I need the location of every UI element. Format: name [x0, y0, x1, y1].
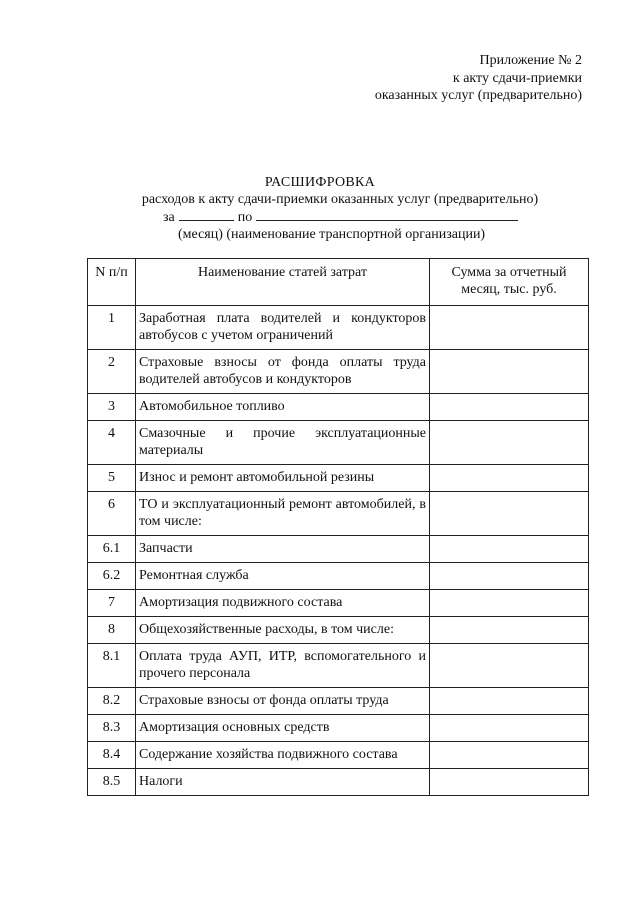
row-num: 6.2 — [88, 563, 136, 590]
table-row — [88, 421, 589, 465]
table-row — [88, 644, 589, 688]
row-sum — [430, 421, 589, 465]
row-sum — [430, 536, 589, 563]
row-name: Ремонтная служба — [136, 563, 430, 590]
period-line — [163, 208, 518, 226]
annex-reference: к акту сдачи-приемки — [452, 70, 582, 86]
row-name: Налоги — [136, 769, 430, 796]
row-name: Заработная плата водителей и кондукторов автобусов с учетом ограничений — [136, 306, 430, 350]
row-sum — [430, 769, 589, 796]
table-row — [88, 590, 589, 617]
row-name: Страховые взносы от фонда оплаты труда водителей автобусов и кондукторов — [136, 350, 430, 394]
row-num: 7 — [88, 590, 136, 617]
row-sum — [430, 688, 589, 715]
row-num: 8.4 — [88, 742, 136, 769]
row-name: Износ и ремонт автомобильной резины — [136, 465, 430, 492]
table-header-row — [88, 259, 589, 306]
table-row — [88, 688, 589, 715]
cost-breakdown-table — [87, 258, 589, 796]
row-name: Оплата труда АУП, ИТР, вспомогательного и прочего персонала — [136, 644, 430, 688]
row-num: 8.5 — [88, 769, 136, 796]
table-row — [88, 563, 589, 590]
table-row — [88, 492, 589, 536]
organization-blank — [256, 208, 518, 221]
row-num: 6 — [88, 492, 136, 536]
blank-caption: (месяц) (наименование транспортной организации) — [178, 227, 486, 242]
table-row — [88, 465, 589, 492]
document-title: РАСШИФРОВКА — [264, 175, 376, 190]
row-num: 3 — [88, 394, 136, 421]
table-row — [88, 742, 589, 769]
row-name: Общехозяйственные расходы, в том числе: — [136, 617, 430, 644]
row-num: 4 — [88, 421, 136, 465]
row-num: 8.3 — [88, 715, 136, 742]
row-num: 1 — [88, 306, 136, 350]
header-name: Наименование статей затрат — [136, 259, 430, 306]
row-sum — [430, 465, 589, 492]
annex-header — [342, 52, 582, 105]
header-sum: Сумма за отчетный месяц, тыс. руб. — [430, 259, 589, 306]
row-num: 6.1 — [88, 536, 136, 563]
row-sum — [430, 563, 589, 590]
table-row — [88, 536, 589, 563]
table-row — [88, 350, 589, 394]
row-num: 8 — [88, 617, 136, 644]
period-prefix: за — [163, 210, 175, 225]
row-num: 8.1 — [88, 644, 136, 688]
annex-reference-cont: оказанных услуг (предварительно) — [374, 88, 582, 103]
table-row — [88, 306, 589, 350]
document-heading — [0, 174, 640, 208]
row-name: Амортизация основных средств — [136, 715, 430, 742]
row-name: Запчасти — [136, 536, 430, 563]
row-name: Автомобильное топливо — [136, 394, 430, 421]
row-sum — [430, 644, 589, 688]
row-sum — [430, 617, 589, 644]
row-num: 8.2 — [88, 688, 136, 715]
row-sum — [430, 306, 589, 350]
row-sum — [430, 394, 589, 421]
row-sum — [430, 742, 589, 769]
table-row — [88, 617, 589, 644]
row-name: Амортизация подвижного состава — [136, 590, 430, 617]
row-name: Страховые взносы от фонда оплаты труда — [136, 688, 430, 715]
row-sum — [430, 590, 589, 617]
row-sum — [430, 715, 589, 742]
document-subtitle: расходов к акту сдачи-приемки оказанных услуг (предварительно) — [141, 192, 539, 207]
month-blank — [179, 208, 234, 221]
row-sum — [430, 350, 589, 394]
row-num: 2 — [88, 350, 136, 394]
table-row — [88, 769, 589, 796]
row-num: 5 — [88, 465, 136, 492]
row-name: Смазочные и прочие эксплуатационные материалы — [136, 421, 430, 465]
row-name: ТО и эксплуатационный ремонт автомобилей, в том числе: — [136, 492, 430, 536]
row-sum — [430, 492, 589, 536]
table-row — [88, 715, 589, 742]
header-num: N п/п — [88, 259, 136, 306]
table-row — [88, 394, 589, 421]
annex-number: Приложение № 2 — [479, 53, 582, 68]
period-mid: по — [237, 210, 253, 225]
row-name: Содержание хозяйства подвижного состава — [136, 742, 430, 769]
